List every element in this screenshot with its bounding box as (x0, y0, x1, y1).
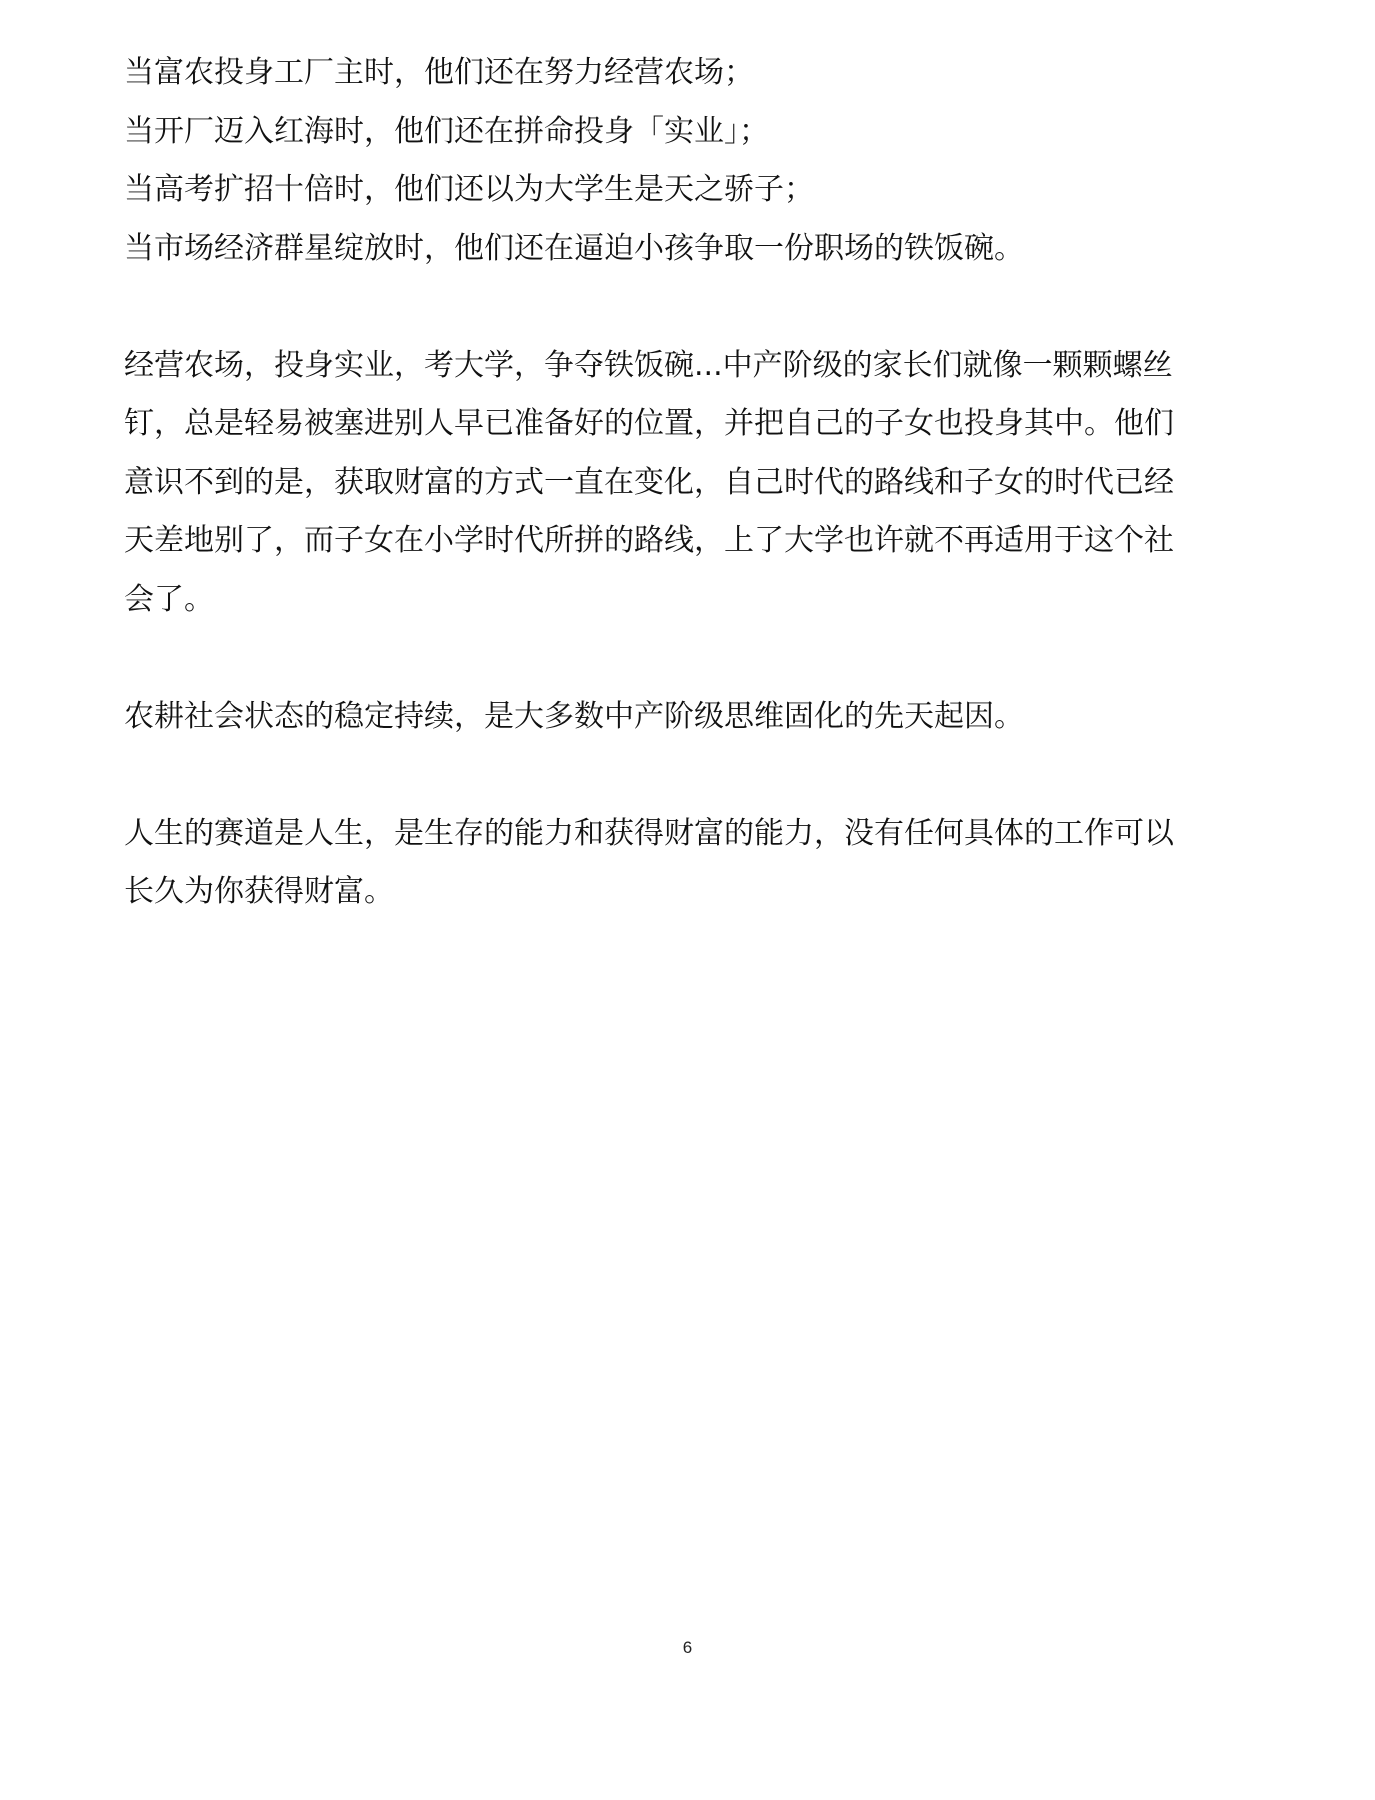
text-line: 人生的赛道是人生，是生存的能力和获得财富的能力，没有任何具体的工作可以 (124, 815, 1174, 851)
paragraph-spacer (124, 278, 1254, 337)
text-line: 天差地别了，而子女在小学时代所拼的路线，上了大学也许就不再适用于这个社 (124, 523, 1174, 558)
text-line: 会了。 (124, 581, 214, 617)
text-line: 钉，总是轻易被塞进别人早已准备好的位置，并把自己的子女也投身其中。他们 (124, 406, 1174, 441)
paragraph-2 (124, 337, 1254, 630)
text-line: 农耕社会状态的稳定持续，是大多数中产阶级思维固化的先天起因。 (124, 698, 1024, 734)
text-line: 当市场经济群星绽放时，他们还在逼迫小孩争取一份职场的铁饭碗。 (124, 230, 1024, 266)
document-body (124, 44, 1254, 922)
paragraph-spacer (124, 746, 1254, 805)
text-line: 长久为你获得财富。 (124, 874, 394, 909)
paragraph-4 (124, 805, 1254, 922)
text-line: 经营农场，投身实业，考大学，争夺铁饭碗...中产阶级的家长们就像一颗颗螺丝 (124, 347, 1173, 383)
text-line: 当开厂迈入红海时，他们还在拼命投身「实业」； (124, 113, 769, 149)
text-line: 当富农投身工厂主时，他们还在努力经营农场； (124, 55, 754, 90)
page-number: 6 (682, 1638, 693, 1657)
paragraph-1 (124, 44, 1254, 278)
text-line: 当高考扩招十倍时，他们还以为大学生是天之骄子； (124, 172, 814, 207)
paragraph-spacer (124, 629, 1254, 688)
text-line: 意识不到的是，获取财富的方式一直在变化，自己时代的路线和子女的时代已经 (124, 464, 1174, 500)
paragraph-3 (124, 688, 1254, 747)
